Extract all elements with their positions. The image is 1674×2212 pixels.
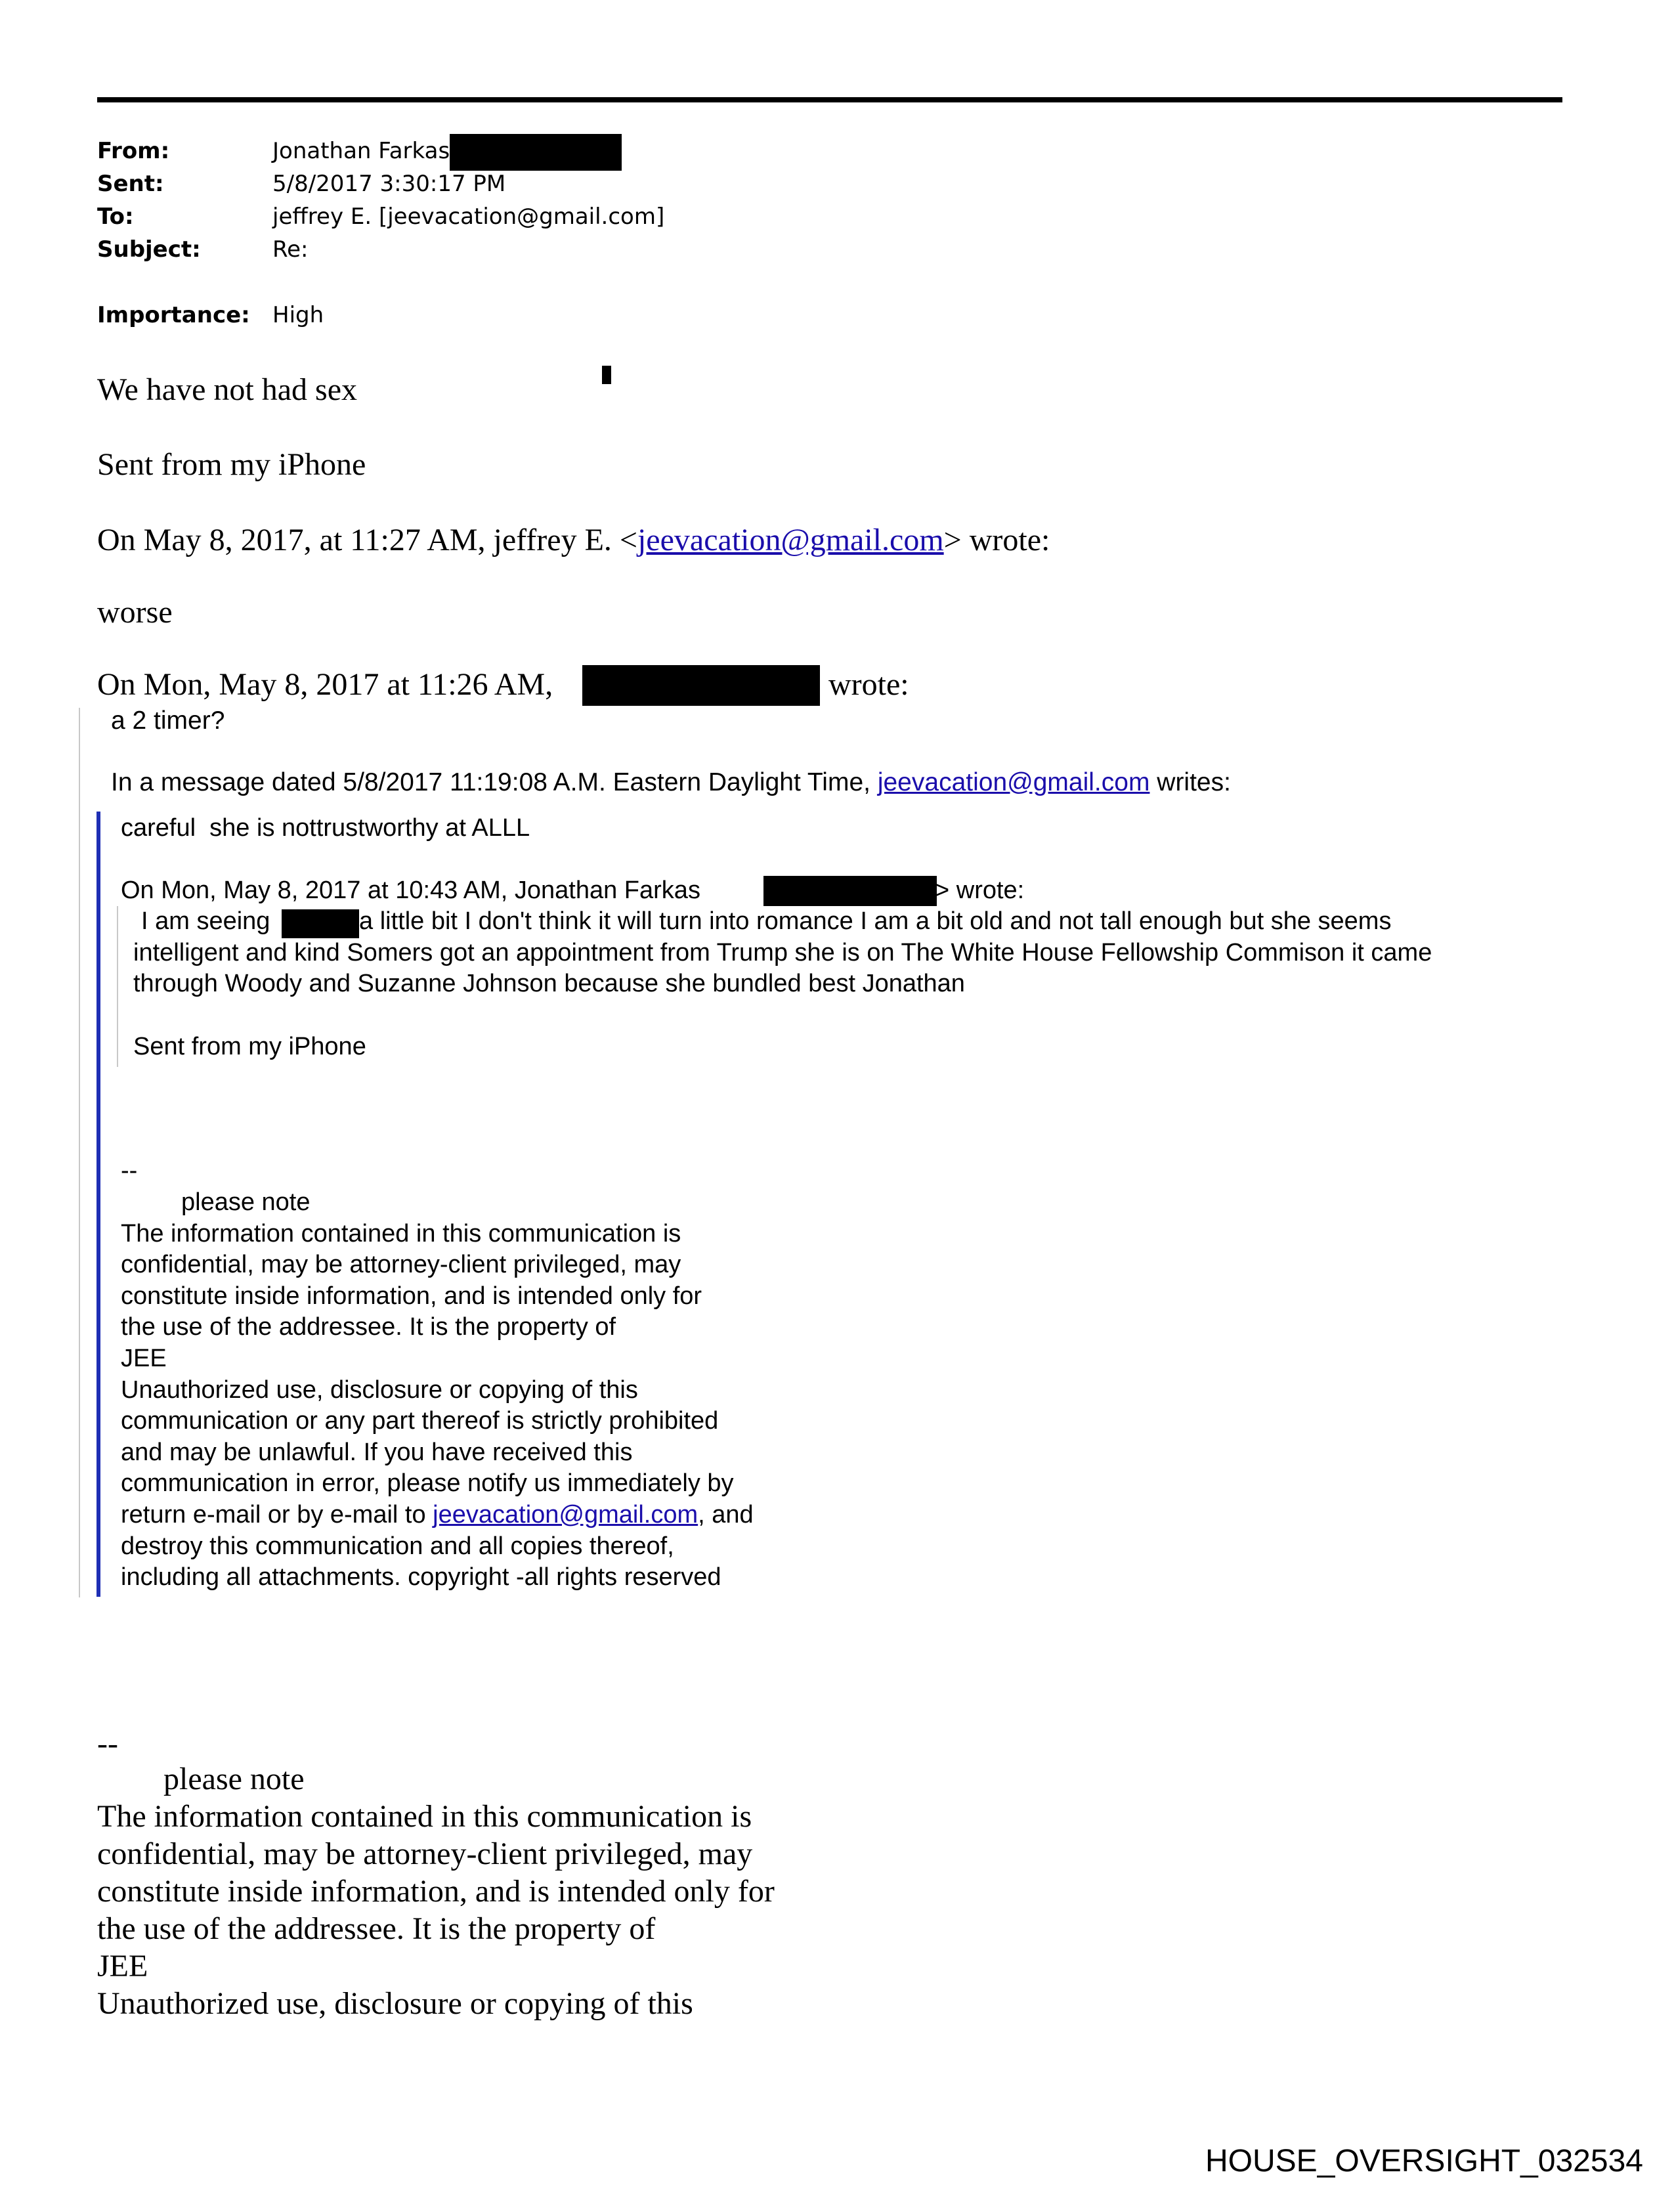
- reply-text: careful she is nottrustworthy at ALLL: [121, 814, 530, 842]
- signature: Sent from my iPhone: [97, 447, 366, 482]
- disclaimer-line: communication or any part thereof is strictly prohibited: [121, 1407, 719, 1435]
- disclaimer-line: constitute inside information, and is intended only for: [121, 1282, 702, 1310]
- redaction-block: [282, 909, 359, 938]
- disclaimer-line: please note: [181, 1188, 311, 1216]
- signature: Sent from my iPhone: [133, 1033, 366, 1060]
- from-value: Jonathan Farkas: [272, 138, 450, 164]
- disclaimer-line: and may be unlawful. If you have received this: [121, 1439, 633, 1466]
- disclaimer-line: please note: [163, 1762, 305, 1796]
- quote-header: In a message dated 5/8/2017 11:19:08 A.M. Eastern Daylight Time, jeevacation@gmail.com writes:: [111, 768, 1231, 796]
- email-link[interactable]: jeevacation@gmail.com: [637, 523, 944, 557]
- body-line: We have not had sex: [97, 372, 357, 407]
- quote-bar-inner: [117, 906, 118, 1067]
- quote-bar-outer: [79, 708, 80, 1597]
- bates-number: HOUSE_OVERSIGHT_032534: [1205, 2144, 1643, 2179]
- disclaimer-line: Unauthorized use, disclosure or copying of this: [97, 1986, 693, 2021]
- quote-header-suffix: wrote:: [828, 667, 909, 702]
- email-link[interactable]: jeevacation@gmail.com: [877, 768, 1150, 796]
- separator: --: [97, 1726, 118, 1761]
- message-line: a little bit I don't think it will turn into romance I am a bit old and not tall enough but she seems: [359, 907, 1392, 935]
- disclaimer-line: including all attachments. copyright -all rights reserved: [121, 1563, 721, 1591]
- disclaimer-line: communication in error, please notify us immediately by: [121, 1469, 734, 1497]
- disclaimer-line: confidential, may be attorney-client privileged, may: [121, 1251, 681, 1278]
- importance-label: Importance:: [97, 302, 250, 328]
- to-value: jeffrey E. [jeevacation@gmail.com]: [272, 204, 665, 230]
- quote-header: On Mon, May 8, 2017 at 10:43 AM, Jonathan Farkas: [121, 877, 700, 904]
- disclaimer-line: destroy this communication and all copies thereof,: [121, 1532, 674, 1560]
- disclaimer-line: return e-mail or by e-mail to jeevacation@gmail.com, and: [121, 1501, 754, 1529]
- email-link[interactable]: jeevacation@gmail.com: [433, 1501, 698, 1529]
- message-line: I am seeing: [141, 907, 270, 935]
- reply-text: a 2 timer?: [111, 706, 225, 735]
- sent-value: 5/8/2017 3:30:17 PM: [272, 171, 506, 197]
- disclaimer-line: JEE: [97, 1949, 148, 1984]
- redaction-block: [582, 665, 820, 706]
- from-label: From:: [97, 138, 170, 164]
- disclaimer-line: JEE: [121, 1345, 167, 1372]
- quote-header: On May 8, 2017, at 11:27 AM, jeffrey E. <jeevacation@gmail.com> wrote:: [97, 523, 1050, 557]
- separator: --: [121, 1157, 138, 1184]
- reply-text: worse: [97, 595, 173, 630]
- sent-label: Sent:: [97, 171, 164, 197]
- quote-header-suffix: > wrote:: [935, 877, 1025, 904]
- message-line: intelligent and kind Somers got an appointment from Trump she is on The White House Fellowship Commison it came: [133, 939, 1432, 966]
- to-label: To:: [97, 204, 134, 230]
- quote-bar-blue: [97, 812, 100, 1597]
- redaction-block: [450, 134, 622, 171]
- disclaimer-line: Unauthorized use, disclosure or copying of this: [121, 1376, 638, 1404]
- disclaimer-line: constitute inside information, and is intended only for: [97, 1874, 775, 1909]
- disclaimer-line: the use of the addressee. It is the property of: [97, 1911, 656, 1946]
- quote-header: On Mon, May 8, 2017 at 11:26 AM,: [97, 667, 553, 702]
- subject-label: Subject:: [97, 236, 201, 263]
- importance-value: High: [272, 302, 324, 328]
- top-rule: [97, 97, 1562, 102]
- disclaimer-line: confidential, may be attorney-client privileged, may: [97, 1836, 753, 1871]
- subject-value: Re:: [272, 236, 309, 263]
- disclaimer-line: The information contained in this communication is: [121, 1220, 681, 1247]
- redaction-block: [763, 876, 937, 906]
- redaction-block: [602, 366, 611, 384]
- disclaimer-line: the use of the addressee. It is the property of: [121, 1313, 616, 1341]
- disclaimer-line: The information contained in this communication is: [97, 1799, 752, 1834]
- message-line: through Woody and Suzanne Johnson because she bundled best Jonathan: [133, 970, 965, 997]
